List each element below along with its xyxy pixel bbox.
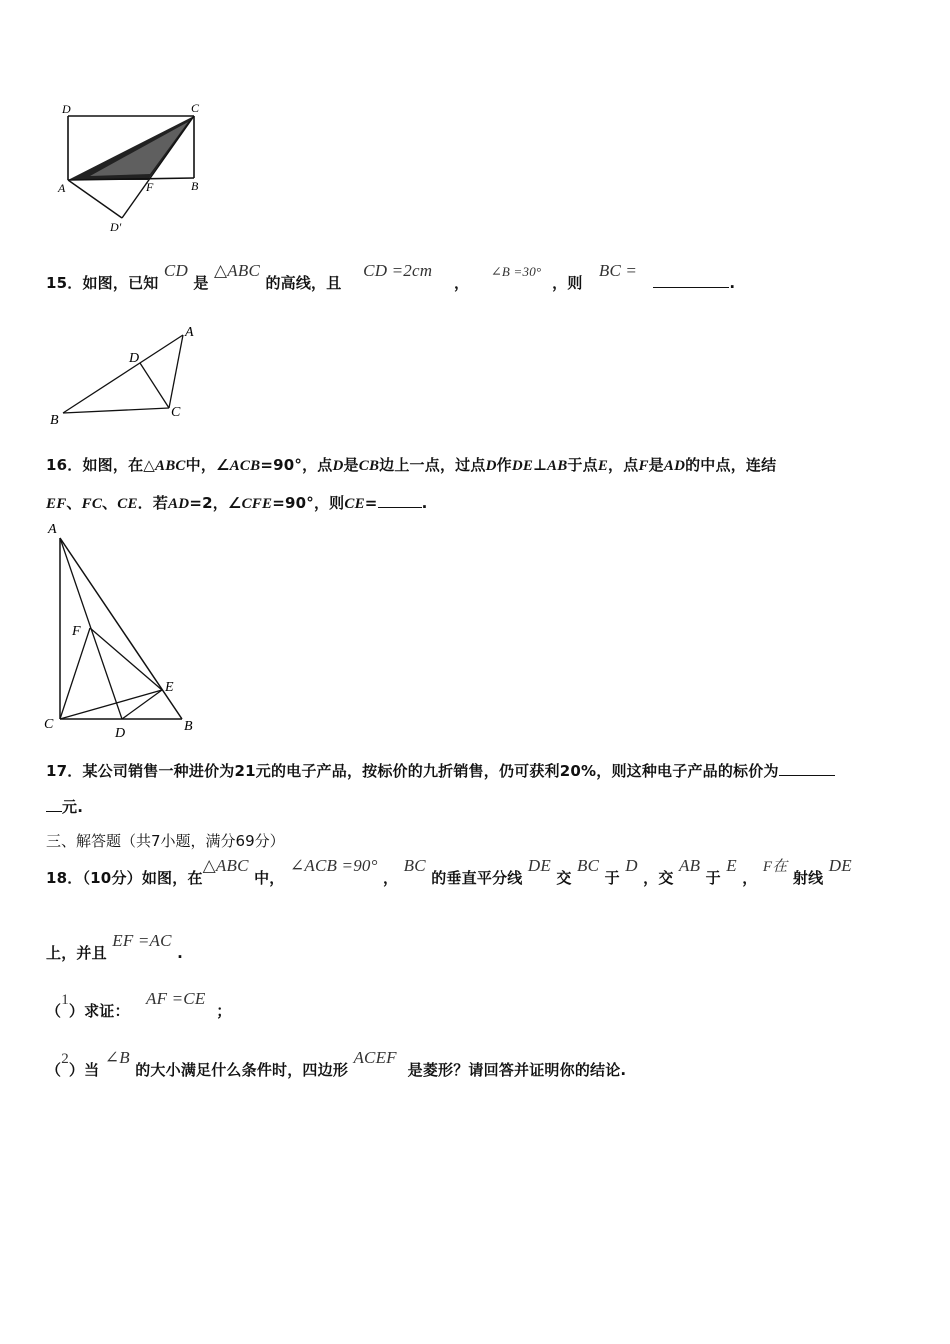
answer-blank-17b[interactable] <box>46 811 62 812</box>
height-cd <box>140 363 169 408</box>
label-D: D <box>62 102 71 116</box>
label-D: D <box>129 351 140 366</box>
label-A: A <box>185 325 194 340</box>
question-18-line-2: 上，并且 EF =AC . <box>46 931 184 962</box>
label-A: A <box>58 181 66 195</box>
question-15: 15．如图，已知 CD 是 △ABC 的高线，且 CD =2cm ， ∠B =30° ，则 BC = . <box>46 261 736 292</box>
question-18-part-2: （2）当 ∠B 的大小满足什么条件时，四边形 ACEF 是菱形？请回答并证明你的结论. <box>46 1048 627 1079</box>
figure-triangle-abc-15 <box>45 320 205 430</box>
label-E: E <box>165 680 174 695</box>
label-C: C <box>171 405 181 420</box>
figure-rectangle-fold <box>50 100 220 235</box>
label-Dprime: D' <box>110 220 122 234</box>
label-B: B <box>184 719 193 734</box>
label-C: C <box>44 717 54 732</box>
label-A: A <box>48 522 57 537</box>
label-C: C <box>191 101 200 115</box>
question-17-line-1: 17．某公司销售一种进价为21元的电子产品，按标价的九折销售，仍可获利20%，则这种电子产品的标价为 <box>46 760 835 781</box>
question-18-line-1: 18．（10分）如图，在△ABC 中， ∠ACB =90° ， BC 的垂直平分线 DE 交 BC 于 D ，交 AB 于 E ， F在 射线 DE <box>46 856 852 887</box>
figure-triangle-abc-16 <box>40 518 210 743</box>
label-D: D <box>115 726 126 741</box>
label-B: B <box>191 179 199 193</box>
answer-blank-16[interactable] <box>378 507 422 508</box>
label-F: F <box>72 624 81 639</box>
segment-de <box>122 690 162 719</box>
answer-blank-17a[interactable] <box>779 775 835 776</box>
label-B: B <box>50 413 59 428</box>
segment-ce <box>60 690 162 719</box>
question-16-line-2: EF、FC、CE．若AD=2，∠CFE=90°，则CE= . <box>46 494 428 512</box>
side-ac <box>169 335 183 408</box>
section-heading: 三、解答题（共7小题，满分69分） <box>46 832 285 850</box>
answer-blank-15[interactable] <box>653 287 729 288</box>
question-16-line-1: 16．如图，在△ABC中，∠ACB=90°，点D是CB边上一点，过点D作DE⊥AB于点E，点F是AD的中点，连结 <box>46 456 777 474</box>
fold-ad <box>68 180 122 218</box>
question-17-line-2: 元. <box>46 796 83 817</box>
question-18-part-1: （1）求证： AF =CE ； <box>46 989 232 1020</box>
segment-fc <box>60 628 90 719</box>
label-F: F <box>146 180 154 194</box>
side-bc <box>63 408 169 413</box>
